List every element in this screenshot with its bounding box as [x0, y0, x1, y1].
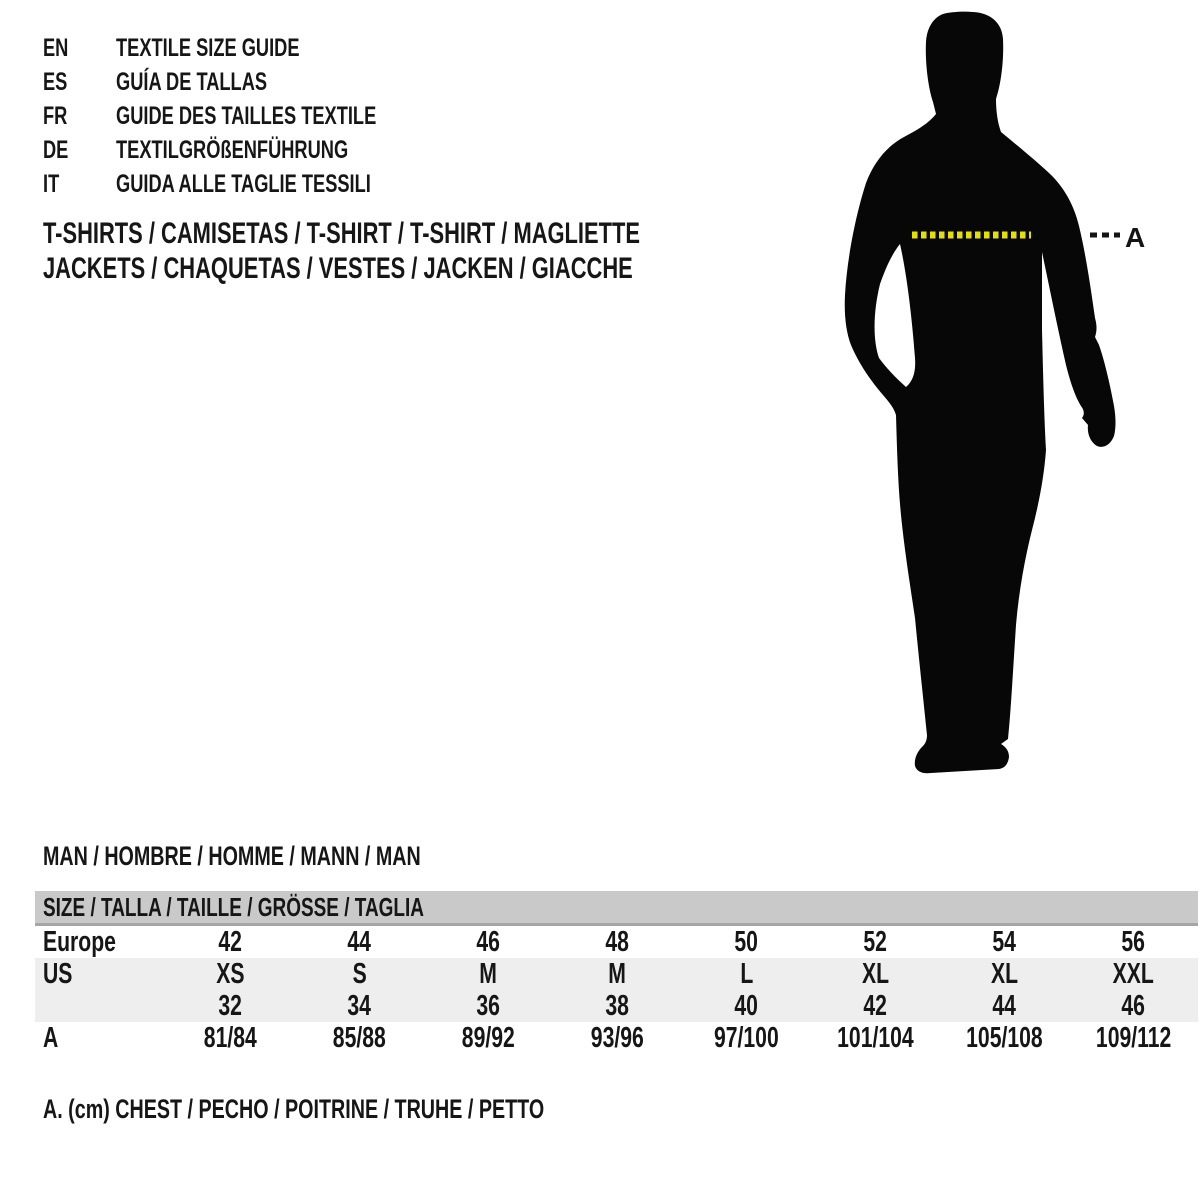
measurement-footnote: A. (cm) CHEST / PECHO / POITRINE / TRUHE / PETTO — [43, 1094, 545, 1124]
size-value: 105/108 — [966, 1022, 1043, 1054]
language-code: DE — [43, 136, 69, 164]
size-value: M — [608, 958, 627, 990]
language-code: ES — [43, 68, 68, 96]
size-value: 109/112 — [1095, 1022, 1172, 1054]
a-callout-label: A — [1125, 222, 1146, 253]
size-value: 81/84 — [204, 1022, 257, 1054]
size-value: 46 — [476, 926, 501, 958]
size-value: 89/92 — [462, 1022, 515, 1054]
size-value: M — [479, 958, 498, 990]
size-value: 56 — [1121, 926, 1146, 958]
size-value: 42 — [218, 926, 243, 958]
size-value: 42 — [863, 990, 888, 1022]
size-value: 46 — [1121, 990, 1146, 1022]
size-value: XL — [990, 958, 1019, 990]
size-table — [35, 891, 1198, 1054]
size-value: 101/104 — [837, 1022, 914, 1054]
language-label: TEXTILE SIZE GUIDE — [116, 34, 300, 62]
category-line-jackets: JACKETS / CHAQUETAS / VESTES / JACKEN / GIACCHE — [43, 252, 633, 285]
size-value: 44 — [992, 990, 1017, 1022]
language-code: EN — [43, 34, 69, 62]
row-label: US — [43, 958, 73, 990]
table-row-chest — [35, 1022, 1198, 1054]
language-label: GUIDA ALLE TAGLIE TESSILI — [116, 170, 371, 198]
size-value: 40 — [734, 990, 759, 1022]
language-label: GUÍA DE TALLAS — [116, 68, 268, 96]
size-value: 38 — [605, 990, 630, 1022]
language-label: GUIDE DES TAILLES TEXTILE — [116, 102, 377, 130]
size-value: XS — [216, 958, 245, 990]
language-label: TEXTILGRÖßENFÜHRUNG — [116, 136, 349, 164]
language-code: IT — [43, 170, 60, 198]
table-row-us — [35, 958, 1198, 990]
size-value: 97/100 — [714, 1022, 779, 1054]
size-value: 93/96 — [591, 1022, 644, 1054]
size-value: 85/88 — [333, 1022, 386, 1054]
table-row-europe — [35, 926, 1198, 958]
category-line-tshirts: T-SHIRTS / CAMISETAS / T-SHIRT / T-SHIRT / MAGLIETTE — [43, 217, 640, 250]
size-value: S — [352, 958, 367, 990]
size-value: XL — [861, 958, 890, 990]
row-label: Europe — [43, 926, 116, 958]
size-value: 44 — [347, 926, 372, 958]
size-value: XXL — [1112, 958, 1155, 990]
size-value: 36 — [476, 990, 501, 1022]
man-silhouette — [845, 12, 1116, 774]
size-value: 52 — [863, 926, 888, 958]
language-code: FR — [43, 102, 68, 130]
size-value: 50 — [734, 926, 759, 958]
size-value: 48 — [605, 926, 630, 958]
size-value: 32 — [218, 990, 243, 1022]
table-row-numeric — [35, 990, 1198, 1022]
size-value: L — [740, 958, 753, 990]
man-section-title: MAN / HOMBRE / HOMME / MANN / MAN — [43, 841, 421, 871]
size-value: 54 — [992, 926, 1017, 958]
row-label: A — [43, 1022, 59, 1054]
row-label — [35, 990, 166, 1022]
size-table-header: SIZE / TALLA / TAILLE / GRÖSSE / TAGLIA — [35, 891, 1198, 926]
size-value: 34 — [347, 990, 372, 1022]
